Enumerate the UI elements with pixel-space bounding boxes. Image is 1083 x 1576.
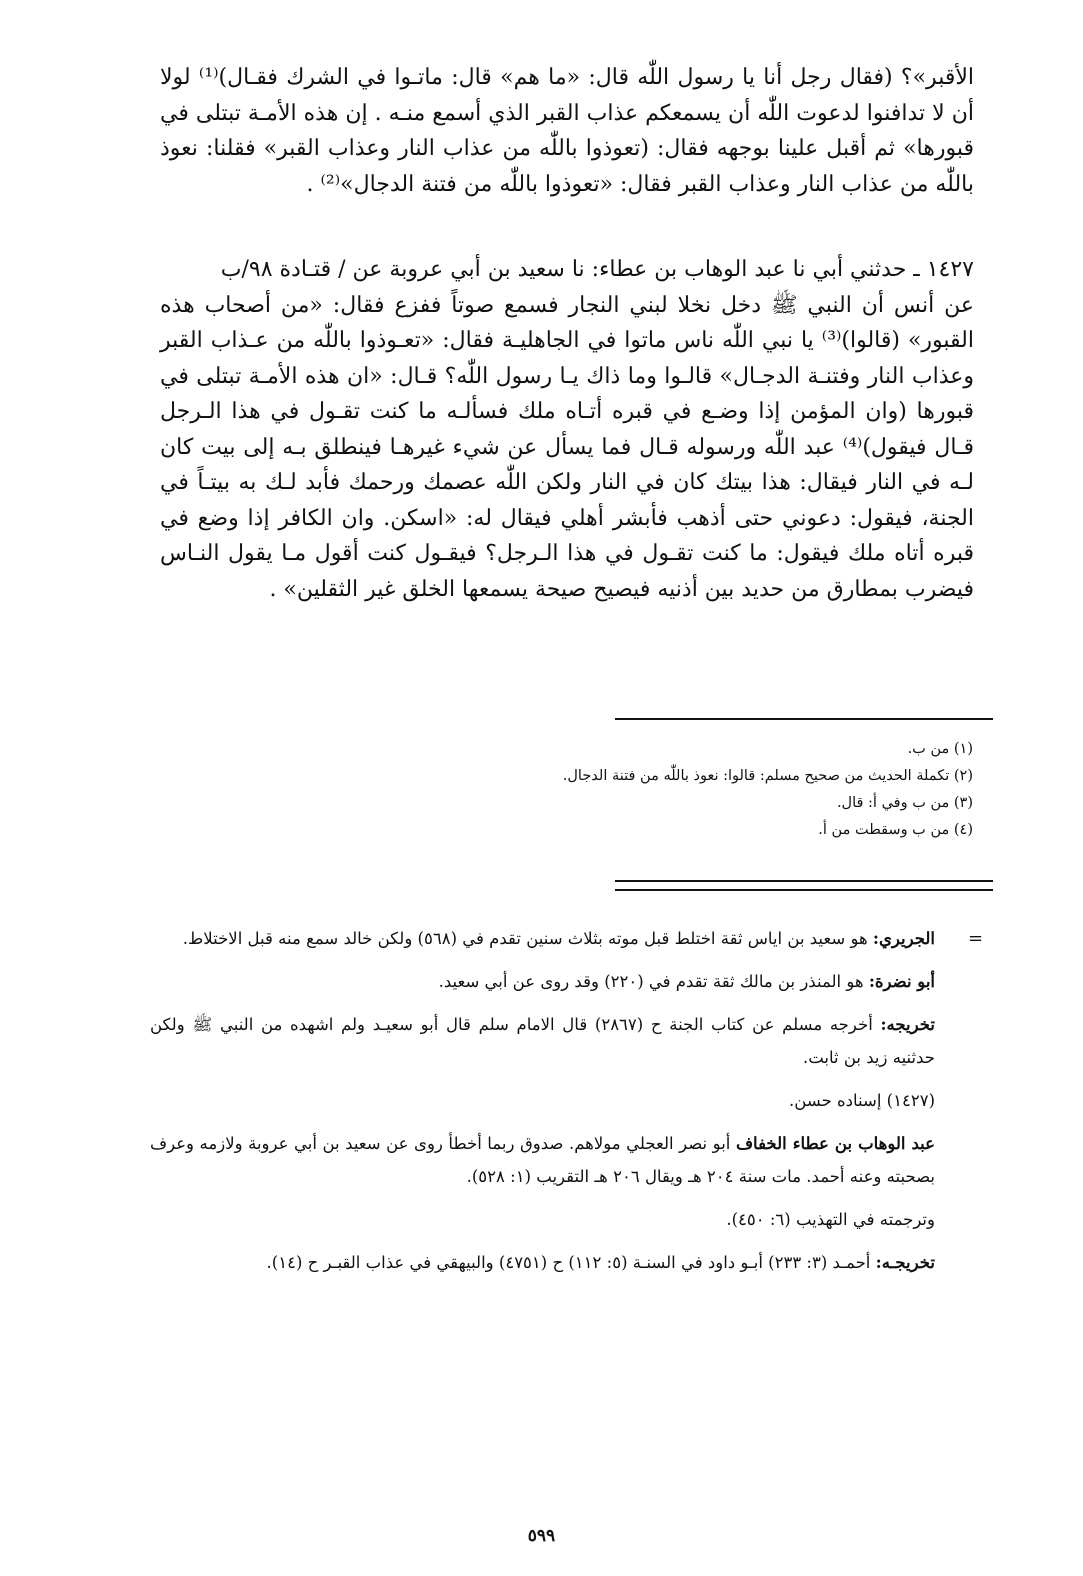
- commentary: [150, 922, 935, 1289]
- hadith-1427-first-line: ١٤٢٧ ـ حدثني أبي نا عبد الوهاب بن عطاء: نا سعيد بن أبي عروبة عن / قتـادة ٩٨/ب: [220, 257, 974, 282]
- abdulwahhab-label: عبد الوهاب بن عطاء الخفاف: [735, 1134, 936, 1153]
- hadith-1427-text: عن أنس أن النبي ﷺ دخل نخلا لبني النجار فسمع صوتاً ففزع فقال: «من أصحاب هذه القبور» (قالوا)⁽³⁾ يا نبي اللّٰه ناس ماتوا في الجاهليـة فقال: «تعـوذوا باللّٰه من عـذاب القبر وعذاب النار وفتنـة الدجـال» قالـوا وما ذاك يـا رسول اللّٰه؟ قـال: «ان هذه الأمـة تبتلى في قبورها (وان المؤمن إذا وضـع في قبره أتـاه ملك فسألـه ما كنت تقـول في هذا الـرجل قـال فيقول)⁽⁴⁾ عبد اللّٰه ورسوله قـال فما يسأل عن شيء غيرهـا فينطلق بـه إلى بيت كان لـه في النار فيقال: هذا بيتك كان في النار ولكن اللّٰه عصمك ورحمك فأبد لـك به بيتـاً في الجنة، فيقول: دعوني حتى أذهب فأبشر أهلي فيقال له: «اسكن. وان الكافر إذا وضع في قبره أتاه ملك فيقول: ما كنت تقـول في هذا الـرجل؟ فيقـول كنت أقول مـا يقول النـاس فيضرب بمطارق من حديد بين أذنيه فيصيح صيحة يسمعها الخلق غير الثقلين» .: [160, 292, 974, 602]
- takhrij-1427-label: تخريجـه:: [875, 1253, 935, 1272]
- hadith-1427-paragraph: [82, 252, 974, 607]
- commentary-isnad-1427: (١٤٢٧) إسناده حسن.: [789, 1091, 935, 1110]
- commentary-separator-bottom: [615, 889, 993, 891]
- commentary-abdulwahhab: [150, 1127, 935, 1193]
- continuation-mark: =: [968, 928, 984, 949]
- takhrij-1426-label: تخريجه:: [880, 1015, 935, 1034]
- footnote-1: (١) من ب.: [907, 741, 973, 757]
- jurayri-label: الجريري:: [872, 929, 935, 948]
- commentary-abu-nadra: [150, 965, 935, 998]
- abu-nadra-text: هو المنذر بن مالك ثقة تقدم في (٢٢٠) وقد روى عن أبي سعيد.: [438, 972, 864, 991]
- commentary-takhrij-1426: [150, 1008, 935, 1074]
- top-paragraph: الأقبر»؟ (فقال رجل أنا يا رسول اللّٰه قال: «ما هم» قال: ماتـوا في الشرك فقـال)⁽¹⁾ لولا أن لا تدافنوا لدعوت اللّٰه أن يسمعكم عذاب القبر الذي أسمع منـه . إن هذه الأمـة تبتلى في قبورها» ثم أقبل علينا بوجهه فقال: (تعوذوا باللّٰه من عذاب النار وعذاب القبر» فقلنا: نعوذ باللّٰه من عذاب النار وعذاب القبر فقال: «تعوذوا باللّٰه من فتنة الدجال»⁽²⁾ .: [160, 65, 975, 197]
- page-number: ٥٩٩: [527, 1526, 556, 1546]
- commentary-jurayri: [150, 922, 935, 955]
- footnotes: [453, 736, 973, 844]
- abu-nadra-label: أبو نضرة:: [868, 972, 935, 991]
- jurayri-text: هو سعيد بن اياس ثقة اختلط قبل موته بثلاث سنين تقدم في (٥٦٨) ولكن خالد سمع منه قبل الاختلاط.: [182, 929, 868, 948]
- footnote-4: (٤) من ب وسقطت من أ.: [818, 822, 973, 838]
- abdulwahhab-text: أبو نصر العجلي مولاهم. صدوق ربما أخطأ روى عن سعيد بن أبي عروبة ولازمه وعرف بصحبته وعنه أحمد. مات سنة ٢٠٤ هـ ويقال ٢٠٦ هـ التقريب (١: ٥٢٨).: [150, 1134, 935, 1186]
- takhrij-1426-text: أخرجه مسلم عن كتاب الجنة ح (٢٨٦٧) قال الامام سلم قال أبو سعيـد ولم اشهده من النبي ﷺ ولكن حدثنيه زيد بن ثابت.: [150, 1015, 935, 1067]
- commentary-takhrij-1427: [150, 1246, 935, 1279]
- footnote-3: (٣) من ب وفي أ: قال.: [836, 795, 973, 811]
- main-text-top-paragraph: [160, 60, 974, 202]
- commentary-tahdhib: وترجمته في التهذيب (٦: ٤٥٠).: [726, 1210, 935, 1229]
- footnote-2: (٢) تكملة الحديث من صحيح مسلم: قالوا: نعوذ باللّٰه من فتنة الدجال.: [562, 768, 973, 784]
- commentary-separator-top: [615, 880, 993, 882]
- footnote-separator: [615, 718, 993, 720]
- takhrij-1427-text: أحمـد (٣: ٢٣٣) أبـو داود في السنـة (٥: ١١٢) ح (٤٧٥١) والبيهقي في عذاب القبـر ح (١٤).: [266, 1253, 871, 1272]
